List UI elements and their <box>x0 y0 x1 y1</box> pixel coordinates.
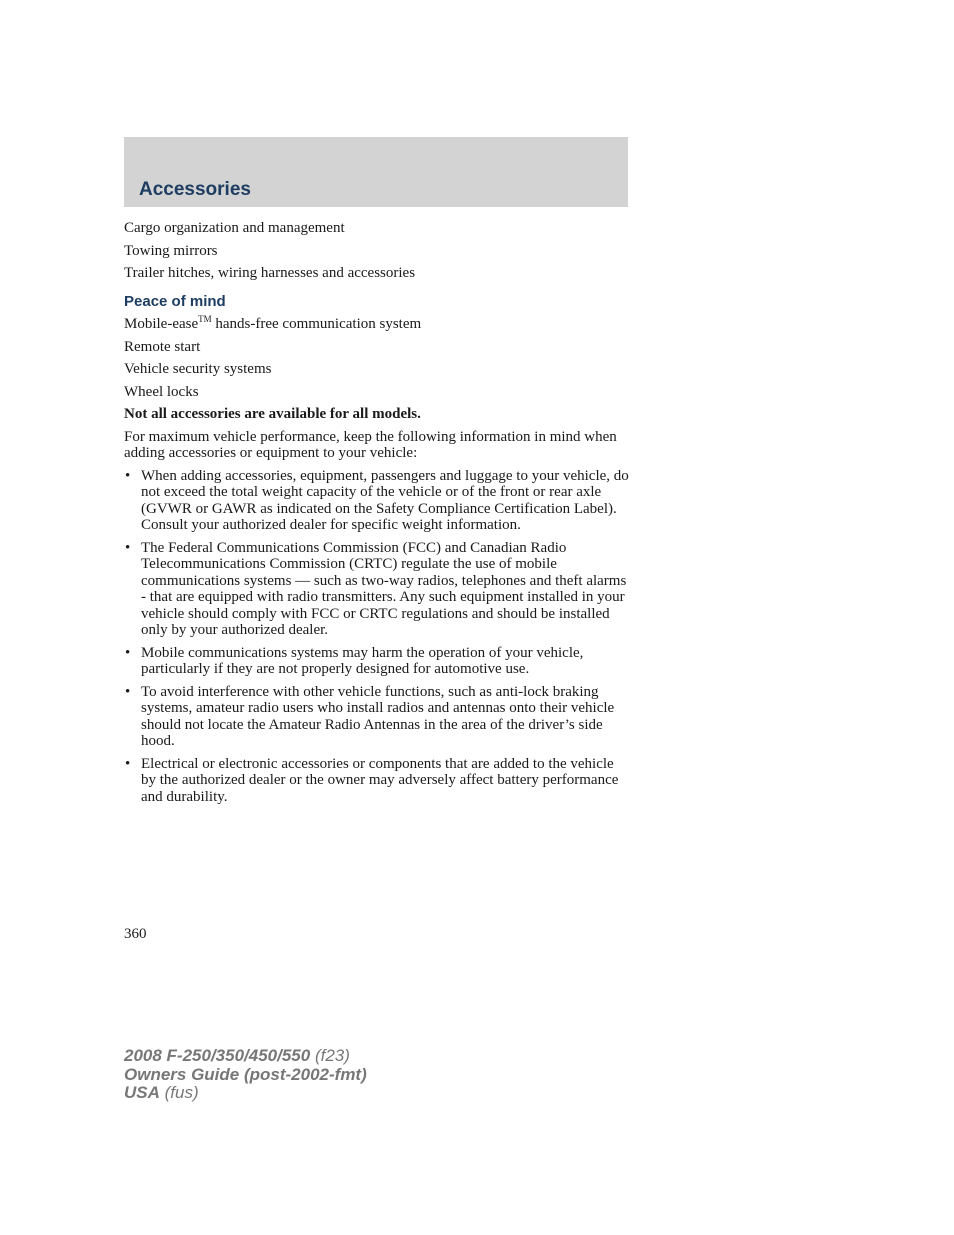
accessory-item: Vehicle security systems <box>124 361 272 377</box>
list-item <box>124 468 630 534</box>
accessory-item: Trailer hitches, wiring harnesses and accessories <box>124 265 416 281</box>
accessory-item: Wheel locks <box>124 383 199 400</box>
availability-note: Not all accessories are available for all models. <box>124 406 421 422</box>
accessory-item: Towing mirrors <box>124 242 218 259</box>
bullet-icon: • <box>125 644 131 661</box>
list-item-text: To avoid interference with other vehicle functions, such as anti-lock braking systems, amateur radio users who install radios and antennas onto their vehicle should not locate the Amateur Radio Antennas in the area of the driver’s side hood. <box>141 683 615 749</box>
mobile-ease-description: hands-free communication system <box>211 316 422 332</box>
bullet-icon: • <box>125 539 131 556</box>
page-number: 360 <box>124 926 147 942</box>
bullet-list <box>124 468 630 806</box>
mobile-ease-name: Mobile-ease <box>124 316 199 332</box>
subsection-heading: Peace of mind <box>124 292 226 310</box>
footer-line-market <box>124 1084 367 1103</box>
section-title: Accessories <box>139 179 251 200</box>
document-footer <box>124 1047 367 1103</box>
intro-paragraph: For maximum vehicle performance, keep the following information in mind when adding accessories or equipment to your vehicle: <box>124 428 617 461</box>
footer-market: USA <box>124 1083 160 1102</box>
footer-line-model <box>124 1047 367 1066</box>
footer-market-code: (fus) <box>159 1083 199 1102</box>
bullet-icon: • <box>125 683 131 700</box>
list-item <box>124 684 630 750</box>
footer-line-guide: Owners Guide (post-2002-fmt) <box>124 1064 367 1084</box>
page-content <box>124 220 630 811</box>
list-item <box>124 540 630 639</box>
list-item-text: Mobile communications systems may harm the operation of your vehicle, particularly if they are not properly designed for automotive use. <box>141 644 584 677</box>
bullet-icon: • <box>125 755 131 772</box>
accessory-item: Cargo organization and management <box>124 220 345 236</box>
list-item-text: When adding accessories, equipment, passengers and luggage to your vehicle, do not exceed the total weight capacity of the vehicle or of the front or rear axle (GVWR or GAWR as indicated on the Safety Compliance Certification Label). Consult your authorized dealer for specific weight information. <box>141 467 629 533</box>
list-item-text: The Federal Communications Commission (FCC) and Canadian Radio Telecommunications Commission (CRTC) regulate the use of mobile communications systems — such as two-way radios, telephones and theft alarms - that are equipped with radio transmitters. Any such equipment installed in your vehicle should comply with FCC or CRTC regulations and should be installed only by your authorized dealer. <box>141 539 627 638</box>
list-item <box>124 645 630 678</box>
bullet-icon: • <box>125 467 131 484</box>
accessory-item: Remote start <box>124 338 201 355</box>
accessory-item-mobile-ease <box>124 316 630 333</box>
section-header-band <box>124 137 628 207</box>
list-item <box>124 756 630 806</box>
footer-model-code: (f23) <box>310 1046 350 1065</box>
footer-model: 2008 F-250/350/450/550 <box>124 1046 311 1065</box>
trademark-mark: TM <box>198 314 212 324</box>
list-item-text: Electrical or electronic accessories or components that are added to the vehicle by the authorized dealer or the owner may adversely affect battery performance and durability. <box>141 755 619 805</box>
